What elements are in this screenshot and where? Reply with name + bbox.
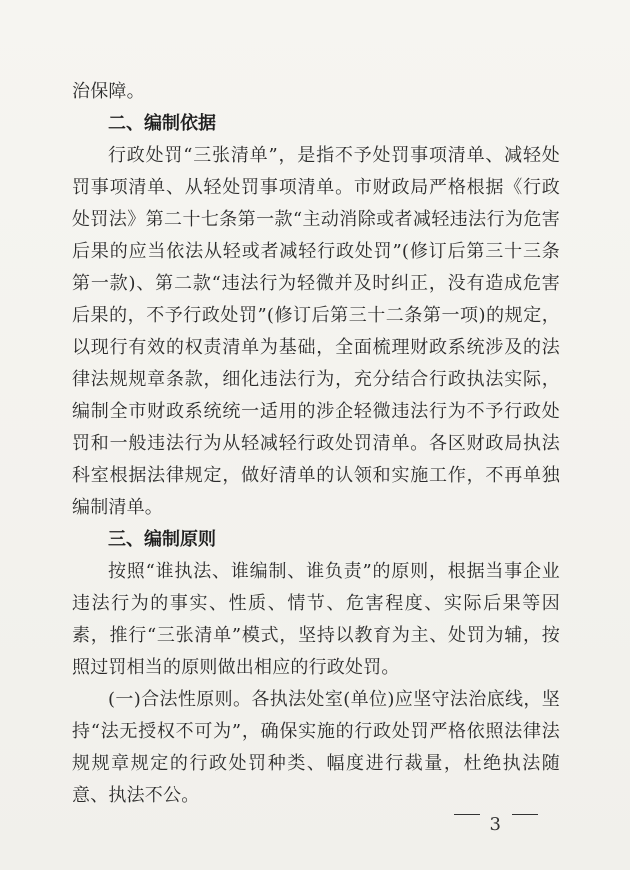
page-footer	[0, 814, 630, 835]
page-number: 3	[489, 814, 502, 835]
footer-left-dash	[454, 814, 480, 815]
section-heading-principles: 三、编制原则	[108, 529, 216, 550]
carryover-text: 治保障。	[72, 81, 145, 102]
footer-right-dash	[512, 814, 538, 815]
basis-paragraph: 行政处罚“三张清单”，是指不予处罚事项清单、减轻处罚事项清单、从轻处罚事项清单。市财政局严格根据《行政处罚法》第二十七条第一款“主动消除或者减轻违法行为危害后果的应当依法从轻或者减轻行政处罚”(修订后第三十三条第一款)、第二款“违法行为轻微并及时纠正，没有造成危害后果的，不予行政处罚”(修订后第三十二条第一项)的规定，以现行有效的权责清单为基础，全面梳理财政系统涉及的法律法规规章条款，细化违法行为，充分结合行政执法实际，编制全市财政系统统一适用的涉企轻微违法行为不予行政处罚和一般违法行为从轻减轻行政处罚清单。各区财政局执法科室根据法律规定，做好清单的认领和实施工作，不再单独编制清单。	[72, 145, 560, 518]
section-heading-basis: 二、编制依据	[108, 113, 216, 134]
legality-principle-paragraph: (一)合法性原则。各执法处室(单位)应坚守法治底线，坚持“法无授权不可为”，确保实施的行政处罚严格依照法律法规规章规定的行政处罚种类、幅度进行裁量，杜绝执法随意、执法不公。	[72, 689, 560, 806]
principles-paragraph: 按照“谁执法、谁编制、谁负责”的原则，根据当事企业违法行为的事实、性质、情节、危害程度、实际后果等因素，推行“三张清单”模式，坚持以教育为主、处罚为辅，按照过罚相当的原则做出相应的行政处罚。	[72, 561, 560, 678]
